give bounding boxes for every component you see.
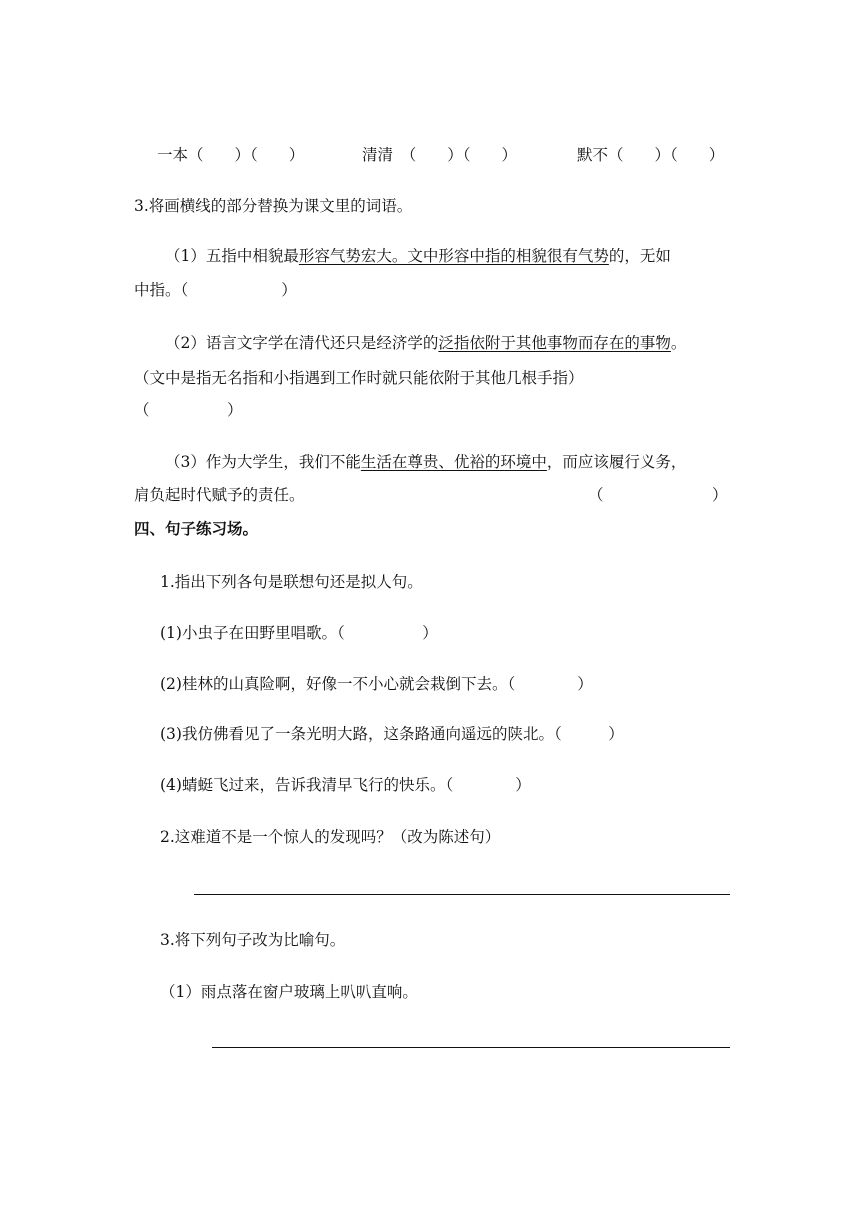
sentence-item-2: (2)桂林的山真险啊，好像一不小心就会栽倒下去。（ ）	[160, 675, 593, 693]
section-4-question-3-item-1: （1）雨点落在窗户玻璃上叭叭直响。	[160, 983, 418, 1001]
question-3-item-3: （3）作为大学生，我们不能生活在尊贵、优裕的环境中，而应该履行义务，	[165, 453, 687, 471]
underlined-phrase: 泛指依附于其他事物而存在的事物	[438, 334, 671, 352]
word-fill-2: 清清 （ ）（ ）	[362, 146, 518, 164]
question-3-item-1: （1）五指中相貌最形容气势宏大。文中形容中指的相貌很有气势的，无如	[165, 247, 671, 265]
question-3-item-3-answer: （ ）	[588, 486, 728, 504]
question-3-item-2-note: （文中是指无名指和小指遇到工作时就只能依附于其他几根手指）	[134, 369, 584, 387]
section-4-heading: 四、句子练习场。	[134, 520, 259, 538]
underlined-phrase: 形容气势宏大。文中形容中指的相貌很有气势	[298, 247, 609, 265]
question-3-item-3-cont: 肩负起时代赋予的责任。	[134, 486, 305, 504]
answer-line	[194, 894, 730, 895]
answer-line	[212, 1047, 730, 1048]
question-3-item-1-answer: 中指。（ ）	[134, 281, 297, 299]
underlined-phrase: 生活在尊贵、优裕的环境中	[360, 453, 547, 471]
question-3-title: 3.将画横线的部分替换为课文里的词语。	[134, 197, 413, 215]
word-fill-3: 默不（ ）（ ）	[577, 146, 725, 164]
word-fill-1: 一本（ ）（ ）	[157, 146, 305, 164]
sentence-item-4: (4)蜻蜓飞过来，告诉我清早飞行的快乐。（ ）	[160, 776, 531, 794]
section-4-question-3-title: 3.将下列句子改为比喻句。	[160, 931, 346, 949]
section-4-question-1-title: 1.指出下列各句是联想句还是拟人句。	[160, 573, 423, 591]
section-4-question-2-title: 2.这难道不是一个惊人的发现吗？（改为陈述句）	[160, 828, 501, 846]
sentence-item-3: (3)我仿佛看见了一条光明大路，这条路通向遥远的陕北。（ ）	[160, 725, 624, 743]
sentence-item-1: (1)小虫子在田野里唱歌。（ ）	[160, 624, 438, 642]
question-3-item-2-answer: （ ）	[134, 401, 243, 419]
question-3-item-2: （2）语言文字学在清代还只是经济学的泛指依附于其他事物而存在的事物。	[165, 334, 687, 352]
